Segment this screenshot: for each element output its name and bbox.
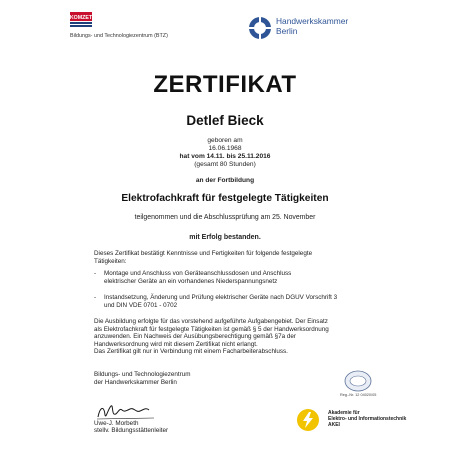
issuer: [94, 371, 384, 386]
skill-bullet: [94, 270, 384, 285]
akkd-line3: AKEI: [328, 422, 340, 428]
signer-name: Uwe-J. Morbeth: [94, 420, 139, 427]
period: hat vom 14.11. bis 25.11.2016: [179, 153, 271, 160]
bullet-1-line2: elektrischer Geräte an ein vorhandenes Niederspannungsnetz: [104, 277, 278, 285]
bullet-dash: -: [94, 294, 97, 301]
akkd-line1: Akademie für: [328, 410, 360, 416]
issuer-line1: Bildungs- und Technologiezentrum: [94, 371, 191, 378]
result: mit Erfolg bestanden.: [189, 234, 261, 241]
bullet-dash: -: [94, 270, 97, 277]
certification-seal-icon: [344, 370, 372, 392]
closing-line: Das Zertifikat gilt nur in Verbindung mit einem Facharbeiterabschluss.: [94, 348, 288, 356]
akkd-logo-icon: [296, 408, 320, 432]
certificate-title: ZERTIFIKAT: [153, 71, 297, 98]
skill-bullet: [94, 294, 384, 309]
akkd-line2: Elektro- und Informationstechnik: [328, 416, 407, 422]
bullet-2-line2: und DIN VDE 0701 - 0702: [104, 301, 178, 309]
signer-role: stellv. Bildungsstättenleiter: [94, 427, 169, 434]
skills-intro-line2: Tätigkeiten:: [94, 257, 127, 265]
closing-line: Die Ausbildung erfolgte für das vorstehend aufgeführte Aufgabengebiet. Der Einsatz: [94, 318, 328, 325]
left-org-name: Bildungs- und Technologiezentrum (BTZ): [70, 33, 168, 39]
issuer-line2: der Handwerkskammer Berlin: [94, 378, 177, 386]
born-label: geboren am: [207, 137, 243, 144]
right-org-line2: Berlin: [276, 26, 298, 36]
seal-registration: Reg.-Nr. 12 04020/05: [340, 393, 377, 397]
bullet-2-line1: Instandsetzung, Änderung und Prüfung elektrischer Geräte nach DGUV Vorschrift 3: [104, 294, 338, 301]
closing-paragraph: [94, 318, 384, 356]
recipient-name: Detlef Bieck: [186, 113, 264, 128]
hwk-logo-icon: [248, 16, 272, 40]
course-title: Elektrofachkraft für festgelegte Tätigkeiten: [121, 193, 329, 204]
hours: (gesamt 80 Stunden): [194, 161, 256, 168]
closing-line: als Elektrofachkraft für festgelegte Tätigkeiten ist gemäß § 5 der Handwerksordnung: [94, 325, 329, 333]
born-date: 16.06.1968: [208, 145, 242, 152]
training-intro: an der Fortbildung: [195, 177, 255, 184]
closing-line: anzuwenden. Ein Nachweis der Ausübungsberechtigung gemäß §7a der: [94, 333, 296, 341]
skills-intro-line1: Dieses Zertifikat bestätigt Kenntnisse und Fertigkeiten für folgende festgelegte: [94, 250, 313, 257]
kompzet-logo-text: KOMZET: [70, 15, 92, 21]
bullet-1-line1: Montage und Anschluss von Geräteanschlussdosen und Anschluss: [104, 270, 292, 277]
exam-text: teilgenommen und die Abschlussprüfung am 25. November: [134, 214, 316, 221]
signer-block: [94, 420, 168, 434]
skills-intro: [94, 250, 384, 265]
kompzet-logo: [70, 12, 92, 32]
right-org-name: [276, 16, 348, 36]
right-org-line1: Handwerkskammer: [276, 16, 349, 26]
closing-line: Handwerksordnung wird mit diesem Zertifikat nicht erlangt.: [94, 340, 258, 348]
signature-image: [94, 401, 166, 421]
akkd-org-name: [328, 410, 406, 428]
